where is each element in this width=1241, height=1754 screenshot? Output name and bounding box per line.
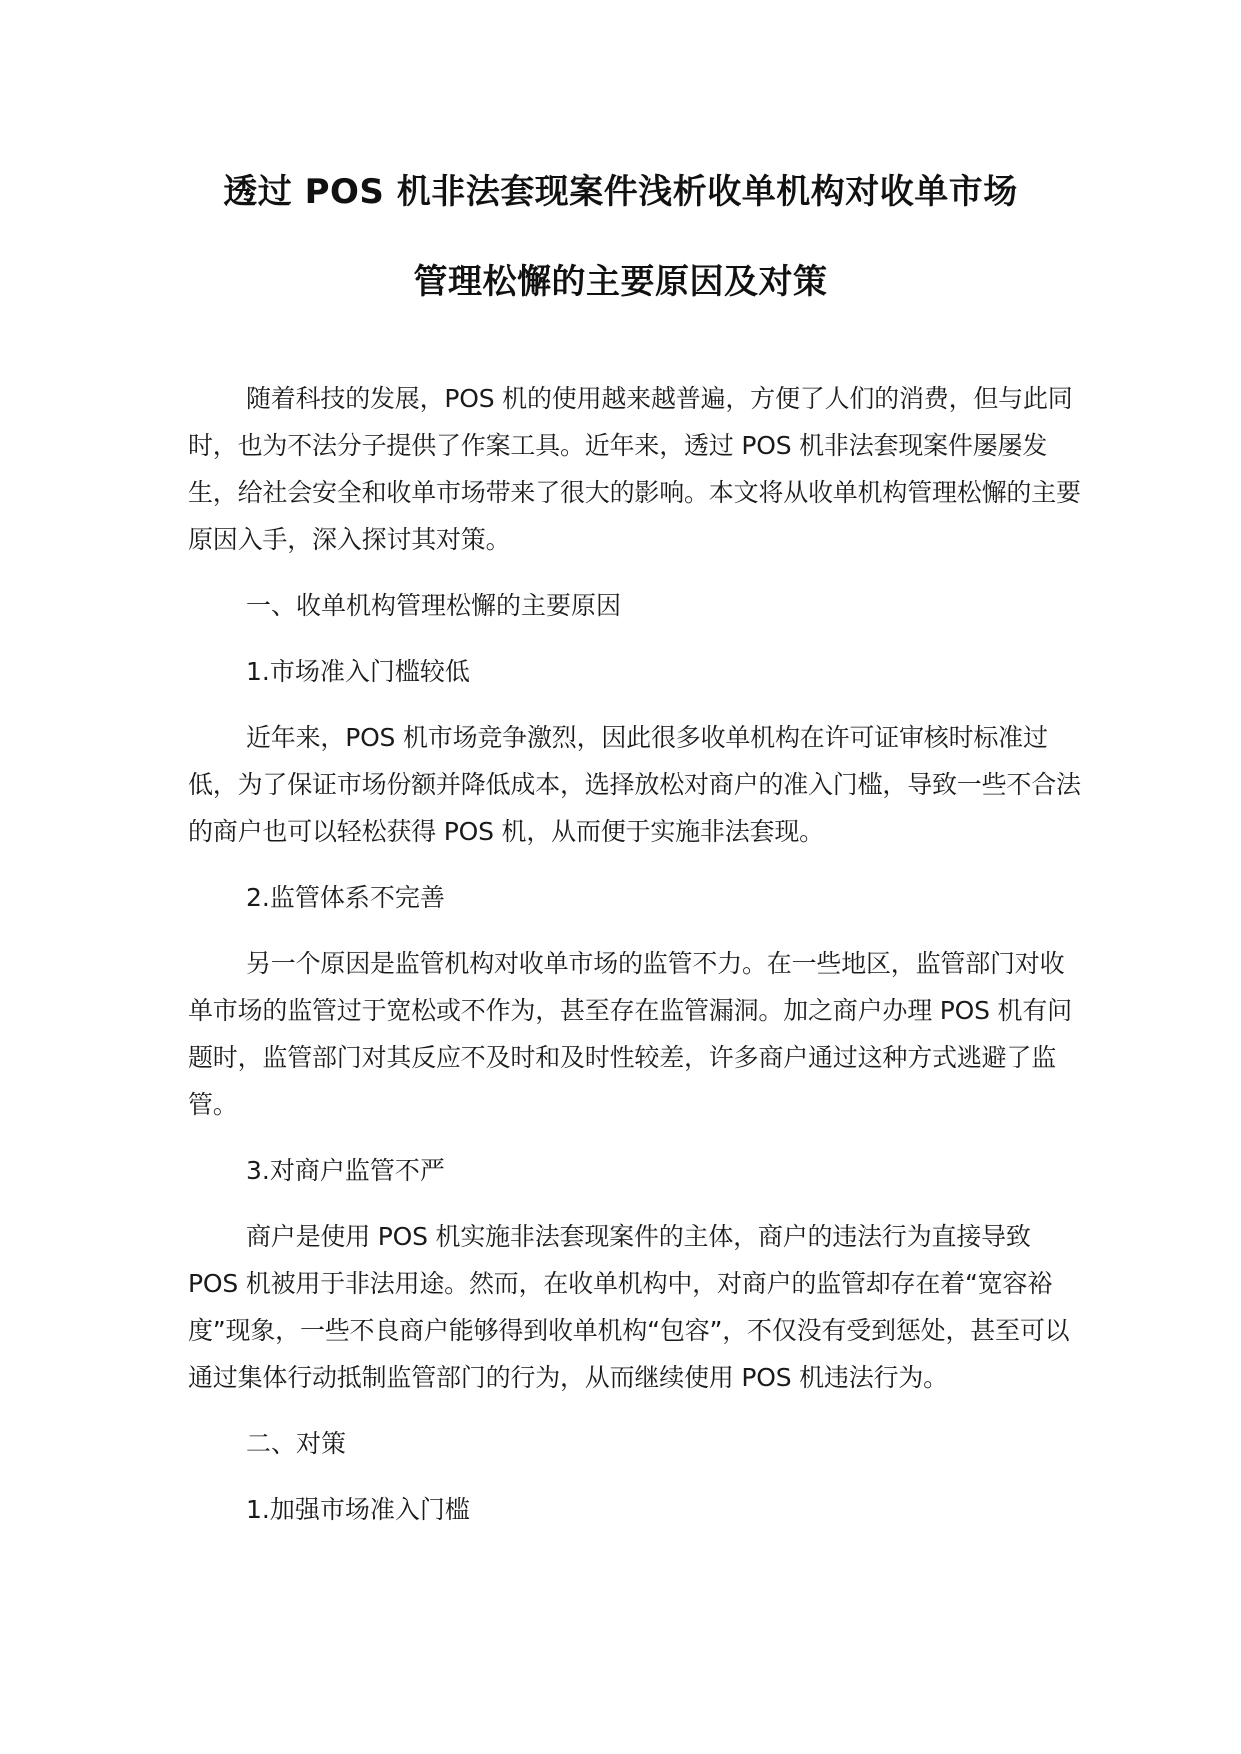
section-2-item-1-heading: 1.加强市场准入门槛 [246, 1495, 470, 1524]
document-title [150, 172, 1091, 302]
section-1-item-1-heading: 1.市场准入门槛较低 [246, 657, 470, 686]
section-2-heading: 二、对策 [246, 1429, 347, 1458]
section-1-item-1-paragraph: 近年来，POS 机市场竞争激烈，因此很多收单机构在许可证审核时标准过低，为了保证市场份额并降低成本，选择放松对商户的准入门槛，导致一些不合法的商户也可以轻松获得 POS 机，从而便于实施非法套现。 [188, 723, 1081, 846]
document-body [188, 375, 1088, 1533]
title-line-1: 透过 POS 机非法套现案件浅析收单机构对收单市场 [223, 172, 1018, 212]
title-line-2: 管理松懈的主要原因及对策 [413, 262, 828, 302]
section-1-heading: 一、收单机构管理松懈的主要原因 [246, 591, 622, 620]
section-1-item-3-paragraph: 商户是使用 POS 机实施非法套现案件的主体，商户的违法行为直接导致 POS 机被用于非法用途。然而，在收单机构中，对商户的监管却存在着“宽容裕度”现象，一些不良商户能够得到收单机构“包容”，不仅没有受到惩处，甚至可以通过集体行动抵制监管部门的行为，从而继续使用 POS 机违法行为。 [188, 1222, 1070, 1392]
section-1-item-3-heading: 3.对商户监管不严 [246, 1156, 445, 1185]
section-1-item-2-paragraph: 另一个原因是监管机构对收单市场的监管不力。在一些地区，监管部门对收单市场的监管过于宽松或不作为，甚至存在监管漏洞。加之商户办理 POS 机有问题时，监管部门对其反应不及时和及时性较差，许多商户通过这种方式逃避了监管。 [188, 949, 1072, 1119]
section-1-item-2-heading: 2.监管体系不完善 [246, 883, 445, 912]
intro-paragraph: 随着科技的发展，POS 机的使用越来越普遍，方便了人们的消费，但与此同时，也为不法分子提供了作案工具。近年来，透过 POS 机非法套现案件屡屡发生，给社会安全和收单市场带来了很大的影响。本文将从收单机构管理松懈的主要原因入手，深入探讨其对策。 [188, 384, 1081, 554]
